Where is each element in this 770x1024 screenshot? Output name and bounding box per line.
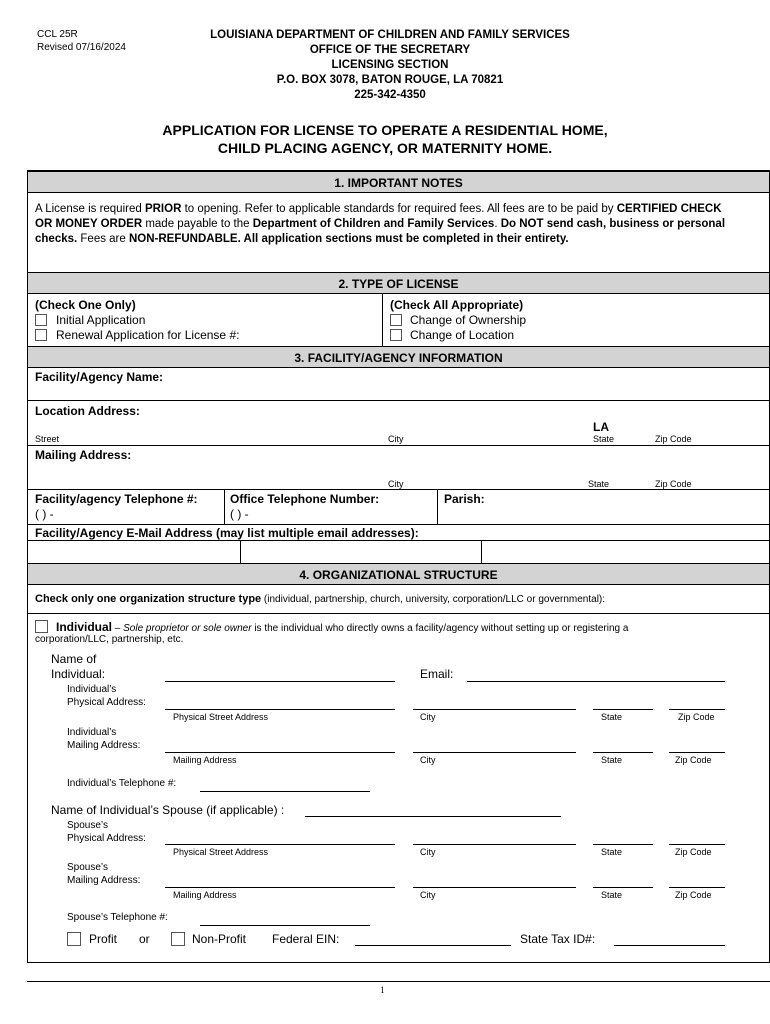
section-1-heading: 1. IMPORTANT NOTES bbox=[28, 171, 769, 193]
caption: Zip Code bbox=[678, 712, 715, 722]
sp-physical-street-input[interactable] bbox=[165, 844, 395, 845]
ind-physical-label: Individual’s bbox=[67, 684, 117, 695]
divider bbox=[28, 524, 769, 525]
individual-checkbox[interactable] bbox=[35, 620, 48, 633]
sp-physical-label: Physical Address: bbox=[67, 833, 146, 844]
office-telephone-label[interactable]: Office Telephone Number: bbox=[230, 492, 380, 506]
instruction-bold: Check only one organization structure type bbox=[35, 593, 262, 605]
ind-physical-street-input[interactable] bbox=[165, 709, 395, 710]
sp-mailing-label: Spouse’s bbox=[67, 862, 108, 873]
agency-header bbox=[150, 28, 630, 103]
sp-mailing-label: Mailing Address: bbox=[67, 875, 141, 886]
facility-telephone-label[interactable]: Facility/agency Telephone #: bbox=[35, 492, 198, 506]
tax-id-label: State Tax ID#: bbox=[520, 932, 596, 946]
title-line: CHILD PLACING AGENCY, OR MATERNITY HOME. bbox=[217, 140, 553, 156]
name-of-label: Name of bbox=[51, 652, 97, 666]
individual-email-input[interactable] bbox=[467, 681, 725, 682]
caption: State bbox=[601, 712, 623, 722]
sp-telephone-label: Spouse’s Telephone #: bbox=[67, 912, 168, 923]
ind-mailing-label: Mailing Address: bbox=[67, 740, 141, 751]
form-code bbox=[37, 28, 126, 54]
sp-physical-label: Spouse’s bbox=[67, 820, 108, 831]
caption: State bbox=[601, 847, 623, 857]
dash: – bbox=[112, 623, 124, 634]
header-line: 225-342-4350 bbox=[354, 89, 426, 101]
individual-text-cont: corporation/LLC, partnership, etc. bbox=[35, 634, 184, 645]
spouse-name-label: Name of Individual’s Spouse (if applicable) : bbox=[51, 803, 285, 817]
notes-bold: Department of Children and Family Services bbox=[252, 218, 495, 230]
caption: Zip Code bbox=[675, 890, 712, 900]
important-notes bbox=[35, 202, 735, 247]
section-2-heading: 2. TYPE OF LICENSE bbox=[28, 272, 769, 294]
caption: State bbox=[601, 755, 623, 765]
email-cell-divider bbox=[240, 540, 241, 563]
caption: City bbox=[420, 755, 436, 765]
facility-name-label[interactable]: Facility/Agency Name: bbox=[35, 370, 164, 384]
individual-description bbox=[56, 620, 628, 634]
zip-caption: Zip Code bbox=[655, 434, 692, 444]
ind-mailing-state-input[interactable] bbox=[593, 752, 653, 753]
notes-bold: CERTIFIED CHECK OR MONEY ORDER bbox=[35, 203, 722, 230]
notes-text: to opening. Refer to applicable standards for required fees. All fees are to be paid by bbox=[181, 203, 617, 215]
office-telephone-field[interactable]: ( ) - bbox=[230, 507, 249, 521]
instruction-text: (individual, partnership, church, university, corporation/LLC or governmental): bbox=[261, 594, 606, 605]
nonprofit-label: Non-Profit bbox=[192, 932, 247, 946]
sp-physical-state-input[interactable] bbox=[593, 844, 653, 845]
email-cell-divider bbox=[481, 540, 482, 563]
caption: City bbox=[420, 890, 436, 900]
header-line: LICENSING SECTION bbox=[331, 59, 449, 71]
notes-bold: NON-REFUNDABLE. All application sections must be completed in their entirety. bbox=[128, 233, 569, 245]
ein-label: Federal EIN: bbox=[272, 932, 340, 946]
state-caption: State bbox=[588, 479, 610, 489]
notes-text: . bbox=[494, 218, 501, 230]
caption: Physical Street Address bbox=[173, 847, 269, 857]
page-title bbox=[60, 121, 710, 157]
notes-text: made payable to the bbox=[142, 218, 253, 230]
ind-mailing-zip-input[interactable] bbox=[669, 752, 725, 753]
ind-mailing-label: Individual’s bbox=[67, 727, 117, 738]
sp-mailing-zip-input[interactable] bbox=[669, 887, 725, 888]
title-line: APPLICATION FOR LICENSE TO OPERATE A RESIDENTIAL HOME, bbox=[162, 122, 608, 138]
renewal-application-label: Renewal Application for License #: bbox=[56, 328, 240, 342]
individual-label: Individual bbox=[56, 620, 113, 634]
sp-mailing-street-input[interactable] bbox=[165, 887, 395, 888]
org-instruction bbox=[35, 593, 605, 605]
sp-physical-city-input[interactable] bbox=[413, 844, 576, 845]
caption: Mailing Address bbox=[173, 890, 237, 900]
nonprofit-checkbox[interactable] bbox=[171, 932, 185, 946]
individual-name-input[interactable] bbox=[165, 681, 395, 682]
change-location-label: Change of Location bbox=[410, 328, 515, 342]
divider bbox=[28, 445, 769, 446]
section-3-heading: 3. FACILITY/AGENCY INFORMATION bbox=[28, 346, 769, 368]
individual-name-label: Individual: bbox=[51, 667, 106, 681]
header-line: OFFICE OF THE SECRETARY bbox=[309, 44, 471, 56]
header-line: P.O. BOX 3078, BATON ROUGE, LA 70821 bbox=[276, 74, 504, 86]
caption: City bbox=[420, 712, 436, 722]
section-4-heading: 4. ORGANIZATIONAL STRUCTURE bbox=[28, 563, 769, 585]
notes-text: A License is required bbox=[35, 203, 145, 215]
zip-caption: Zip Code bbox=[655, 479, 692, 489]
revision-date: Revised 07/16/2024 bbox=[37, 42, 126, 53]
sp-physical-zip-input[interactable] bbox=[669, 844, 725, 845]
city-caption: City bbox=[388, 434, 404, 444]
ind-physical-zip-input[interactable] bbox=[669, 709, 725, 710]
parish-label[interactable]: Parish: bbox=[444, 492, 485, 506]
mailing-address-label[interactable]: Mailing Address: bbox=[35, 448, 132, 462]
change-ownership-label: Change of Ownership bbox=[410, 313, 527, 327]
page-number: 1 bbox=[380, 985, 385, 995]
notes-text: Fees are bbox=[77, 233, 129, 245]
street-caption: Street bbox=[35, 434, 60, 444]
divider bbox=[382, 293, 383, 346]
divider bbox=[28, 400, 769, 401]
renewal-application-checkbox[interactable] bbox=[35, 329, 47, 341]
caption: Zip Code bbox=[675, 847, 712, 857]
email-label: Email: bbox=[420, 667, 454, 681]
email-address-label: Facility/Agency E-Mail Address (may list multiple email addresses): bbox=[35, 526, 419, 540]
individual-text: is the individual who directly owns a facility/agency without setting up or registering a bbox=[251, 623, 629, 634]
ind-mailing-city-input[interactable] bbox=[413, 752, 576, 753]
form-number: CCL 25R bbox=[37, 29, 78, 40]
spouse-name-input[interactable] bbox=[305, 816, 561, 817]
divider bbox=[437, 489, 438, 524]
footer-rule bbox=[27, 981, 770, 982]
ind-physical-state-input[interactable] bbox=[593, 709, 653, 710]
profit-label: Profit bbox=[89, 932, 118, 946]
initial-application-label: Initial Application bbox=[56, 313, 146, 327]
sp-mailing-state-input[interactable] bbox=[593, 887, 653, 888]
change-location-checkbox[interactable] bbox=[390, 329, 402, 341]
facility-telephone-field[interactable]: ( ) - bbox=[35, 507, 54, 521]
individual-italic: Sole proprietor or sole owner bbox=[123, 623, 252, 634]
ind-telephone-label: Individual’s Telephone #: bbox=[67, 778, 177, 789]
ind-mailing-street-input[interactable] bbox=[165, 752, 395, 753]
state-caption: State bbox=[593, 434, 615, 444]
check-all-heading: (Check All Appropriate) bbox=[390, 298, 524, 312]
ein-input[interactable] bbox=[355, 945, 511, 946]
caption: Physical Street Address bbox=[173, 712, 269, 722]
divider bbox=[224, 489, 225, 524]
ind-physical-label: Physical Address: bbox=[67, 697, 146, 708]
initial-application-checkbox[interactable] bbox=[35, 314, 47, 326]
state-value: LA bbox=[593, 420, 609, 434]
header-line: LOUISIANA DEPARTMENT OF CHILDREN AND FAMILY SERVICES bbox=[210, 29, 570, 41]
ind-telephone-input[interactable] bbox=[200, 791, 370, 792]
or-label: or bbox=[139, 932, 150, 946]
sp-telephone-input[interactable] bbox=[200, 925, 370, 926]
notes-bold: Do NOT send cash, business or personal checks. bbox=[35, 218, 726, 245]
tax-id-input[interactable] bbox=[614, 945, 725, 946]
divider bbox=[28, 613, 769, 614]
profit-checkbox[interactable] bbox=[67, 932, 81, 946]
notes-bold: PRIOR bbox=[144, 203, 182, 215]
sp-mailing-city-input[interactable] bbox=[413, 887, 576, 888]
caption: Zip Code bbox=[675, 755, 712, 765]
check-one-heading: (Check One Only) bbox=[35, 298, 136, 312]
caption: Mailing Address bbox=[173, 755, 237, 765]
divider bbox=[28, 489, 769, 490]
caption: City bbox=[420, 847, 436, 857]
location-address-label[interactable]: Location Address: bbox=[35, 404, 140, 418]
caption: State bbox=[601, 890, 623, 900]
divider bbox=[28, 540, 769, 541]
change-ownership-checkbox[interactable] bbox=[390, 314, 402, 326]
city-caption: City bbox=[388, 479, 404, 489]
ind-physical-city-input[interactable] bbox=[413, 709, 576, 710]
